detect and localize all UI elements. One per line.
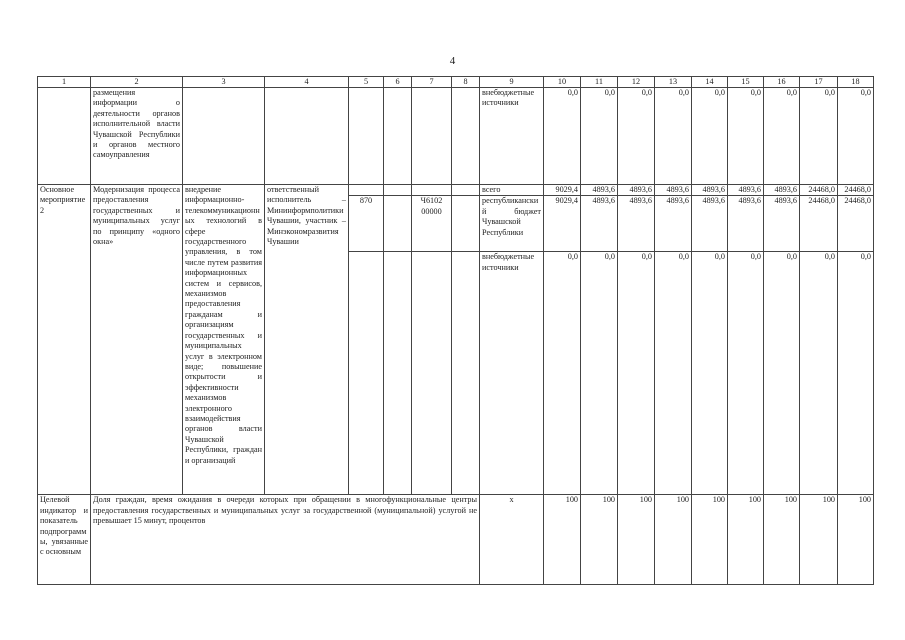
value-cell: 24468,0 — [838, 185, 874, 196]
value-cell: 100 — [800, 495, 838, 585]
empty-cell — [384, 185, 412, 196]
value-cell: 100 — [655, 495, 692, 585]
column-number: 12 — [618, 77, 655, 88]
funding-source: всего — [480, 185, 544, 196]
value-cell: 0,0 — [692, 252, 728, 495]
empty-cell — [349, 185, 384, 196]
value-cell: 0,0 — [838, 88, 874, 185]
value-cell: 4893,6 — [618, 196, 655, 252]
column-number: 18 — [838, 77, 874, 88]
value-cell: 0,0 — [728, 88, 764, 185]
value-cell: 0,0 — [764, 252, 800, 495]
column-number: 7 — [412, 77, 452, 88]
column-number: 10 — [544, 77, 581, 88]
value-cell: 0,0 — [764, 88, 800, 185]
value-cell: 4893,6 — [728, 196, 764, 252]
funding-source: внебюджетные источники — [480, 88, 544, 185]
column-number-row — [38, 77, 874, 88]
value-cell: 4893,6 — [692, 196, 728, 252]
empty-cell — [412, 88, 452, 185]
value-cell: 100 — [838, 495, 874, 585]
empty-cell — [452, 252, 480, 495]
budget-code: 870 — [349, 196, 384, 252]
empty-cell — [452, 196, 480, 252]
continuation-description: размещения информации о деятельности органов исполнительной власти Чувашской Республики и органов местного самоуправления — [91, 88, 183, 185]
empty-cell — [349, 88, 384, 185]
column-number: 15 — [728, 77, 764, 88]
continuation-row — [38, 88, 874, 185]
value-cell: 100 — [581, 495, 618, 585]
value-cell: 9029,4 — [544, 185, 581, 196]
column-number: 8 — [452, 77, 480, 88]
column-number: 16 — [764, 77, 800, 88]
value-cell: 4893,6 — [728, 185, 764, 196]
column-number: 13 — [655, 77, 692, 88]
column-number: 3 — [183, 77, 265, 88]
value-cell: 100 — [618, 495, 655, 585]
value-cell: 0,0 — [655, 252, 692, 495]
value-cell: 0,0 — [581, 252, 618, 495]
column-number: 6 — [384, 77, 412, 88]
empty-cell — [384, 88, 412, 185]
value-cell: 4893,6 — [764, 185, 800, 196]
value-cell: 4893,6 — [581, 185, 618, 196]
value-cell: 0,0 — [728, 252, 764, 495]
activity-executor: ответственный исполнитель – Мининформполитики Чувашии, участник – Минэкономразвития Чувашии — [265, 185, 349, 495]
empty-cell — [452, 88, 480, 185]
value-cell: 4893,6 — [764, 196, 800, 252]
empty-cell — [412, 252, 452, 495]
value-cell: 4893,6 — [618, 185, 655, 196]
activity-row-total — [38, 185, 874, 196]
program-table — [37, 76, 874, 585]
value-cell: 0,0 — [692, 88, 728, 185]
column-number: 11 — [581, 77, 618, 88]
empty-cell — [412, 185, 452, 196]
value-cell: 4893,6 — [692, 185, 728, 196]
empty-cell — [384, 196, 412, 252]
empty-cell — [349, 252, 384, 495]
value-cell: 100 — [544, 495, 581, 585]
value-cell: 24468,0 — [800, 196, 838, 252]
column-number: 1 — [38, 77, 91, 88]
column-number: 5 — [349, 77, 384, 88]
value-cell: 9029,4 — [544, 196, 581, 252]
activity-title: Модернизация процесса предоставления государственных и муниципальных услуг по принципу «одного окна» — [91, 185, 183, 495]
empty-cell — [265, 88, 349, 185]
value-cell: 4893,6 — [581, 196, 618, 252]
indicator-description: Доля граждан, время ожидания в очереди которых при обращении в многофункциональные центры предоставления государственных и муниципальных услуг за государственной (муниципальной) услугой не превышает 15 минут, процентов — [91, 495, 480, 585]
column-number: 9 — [480, 77, 544, 88]
empty-cell — [452, 185, 480, 196]
value-cell: 24468,0 — [800, 185, 838, 196]
target-article: Ч6102 00000 — [412, 196, 452, 252]
activity-label: Основное мероприятие 2 — [38, 185, 91, 495]
value-cell: 100 — [764, 495, 800, 585]
empty-cell — [384, 252, 412, 495]
value-cell: 0,0 — [618, 88, 655, 185]
column-number: 17 — [800, 77, 838, 88]
activity-description: внедрение информационно-телекоммуникационных технологий в сфере государственного управления, в том числе путем развития информационных систем и сервисов, механизмов предоставления гражданам и организациям государственных и муниципальных услуг в электронном виде; повышение открытости и эффективности механизмов электронного взаимодействия органов власти Чувашской Республики, граждан и организаций — [183, 185, 265, 495]
indicator-row — [38, 495, 874, 585]
funding-source: республиканский бюджет Чувашской Республики — [480, 196, 544, 252]
funding-source: внебюджетные источники — [480, 252, 544, 495]
value-cell: 0,0 — [838, 252, 874, 495]
column-number: 14 — [692, 77, 728, 88]
column-number: 4 — [265, 77, 349, 88]
page-number: 4 — [449, 55, 456, 67]
indicator-label: Целевой индикатор и показатель подпрограммы, увязанные с основным — [38, 495, 91, 585]
indicator-unit: x — [480, 495, 544, 585]
value-cell: 0,0 — [655, 88, 692, 185]
value-cell: 24468,0 — [838, 196, 874, 252]
value-cell: 0,0 — [544, 88, 581, 185]
value-cell: 0,0 — [544, 252, 581, 495]
value-cell: 100 — [692, 495, 728, 585]
column-number: 2 — [91, 77, 183, 88]
value-cell: 0,0 — [581, 88, 618, 185]
value-cell: 100 — [728, 495, 764, 585]
value-cell: 4893,6 — [655, 185, 692, 196]
value-cell: 0,0 — [800, 88, 838, 185]
value-cell: 0,0 — [800, 252, 838, 495]
empty-cell — [38, 88, 91, 185]
empty-cell — [183, 88, 265, 185]
value-cell: 0,0 — [618, 252, 655, 495]
value-cell: 4893,6 — [655, 196, 692, 252]
